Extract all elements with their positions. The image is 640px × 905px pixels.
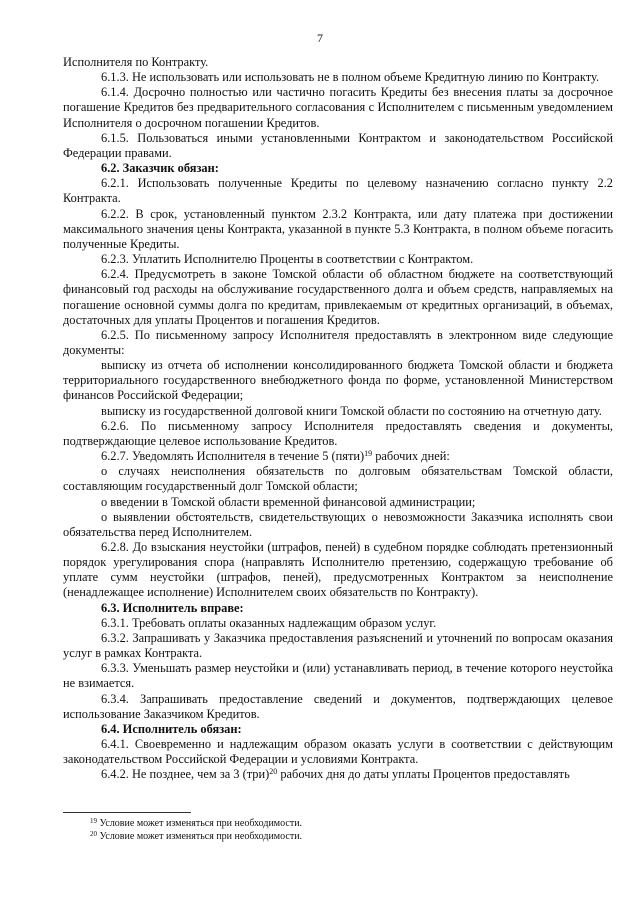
paragraph — [63, 631, 613, 661]
paragraph-text-cont: рабочих дней: — [372, 449, 450, 464]
paragraph-text: 6.1.5. Пользоваться иными установленными Контрактом и законодательством Российской Федерации правами. — [63, 130, 613, 160]
paragraph — [63, 267, 613, 328]
paragraph-text: о введении в Томской области временной финансовой администрации; — [101, 494, 476, 509]
paragraph — [63, 737, 613, 767]
paragraph-text: 6.2.4. Предусмотреть в законе Томской области об областном бюджете на соответствующий финансовый год расходы на обслуживание государственного долга и объем средств, направляемых на погашение основной суммы долга по кредитам, привлекаемым от кредитных организаций, в объемах, достаточных для уплаты Процентов и погашения Кредитов. — [63, 267, 613, 327]
paragraph-text: 6.2.7. Уведомлять Исполнителя в течение 5 (пяти) — [101, 449, 365, 464]
footnotes — [90, 818, 590, 843]
paragraph — [63, 464, 613, 494]
paragraph-text: 6.4.1. Своевременно и надлежащим образом оказать услуги в соответствии с действующим законодательством Российской Федерации и условиями Контракта. — [63, 737, 613, 767]
footnote-mark: 19 — [90, 817, 97, 825]
paragraph-text: 6.2.3. Уплатить Исполнителю Проценты в соответствии с Контрактом. — [101, 252, 474, 267]
paragraph-text: 6.2.2. В срок, установленный пунктом 2.3.2 Контракта, или дату платежа при достижении максимального значения цены Контракта, указанной в пункте 5.3 Контракта, в полном объеме погасить полученные Кредиты. — [63, 206, 613, 251]
paragraph — [63, 70, 613, 85]
paragraph — [63, 540, 613, 601]
paragraph — [63, 495, 613, 510]
paragraph-text: 6.2.6. По письменному запросу Исполнителя предоставлять сведения и документы, подтверждающие целевое использование Кредитов. — [63, 418, 613, 448]
section-heading — [63, 161, 613, 176]
paragraph — [63, 510, 613, 540]
paragraph — [63, 661, 613, 691]
document-body — [63, 55, 613, 783]
paragraph — [63, 404, 613, 419]
paragraph-text: 6.3.3. Уменьшать размер неустойки и (или) устанавливать период, в течение которого неустойка не взимается. — [63, 661, 613, 691]
paragraph-text: Исполнителя по Контракту. — [63, 55, 209, 69]
paragraph-text: 6.2.1. Использовать полученные Кредиты по целевому назначению согласно пункту 2.2 Контракта. — [63, 176, 613, 206]
paragraph-text: 6.1.3. Не использовать или использовать не в полном объеме Кредитную линию по Контракту. — [101, 70, 600, 85]
paragraph — [63, 449, 613, 464]
paragraph — [63, 767, 613, 782]
footnote-text: Условие может изменяться при необходимости. — [97, 830, 303, 842]
footnote-ref: 20 — [269, 767, 278, 777]
footnote-ref: 19 — [364, 449, 373, 459]
paragraph — [63, 692, 613, 722]
paragraph — [63, 328, 613, 358]
paragraph — [63, 252, 613, 267]
paragraph-text: выписку из отчета об исполнении консолидированного бюджета Томской области и бюджета территориального государственного внебюджетного фонда по форме, установленной Министерством финансов Российской Федерации; — [63, 358, 613, 403]
footnote — [90, 818, 590, 831]
footnote-separator — [63, 812, 191, 813]
paragraph-text: 6.2. Заказчик обязан: — [101, 161, 219, 176]
paragraph-text: 6.3.1. Требовать оплаты оказанных надлежащим образом услуг. — [101, 615, 437, 630]
paragraph-text: 6.3.2. Запрашивать у Заказчика предоставления разъяснений и уточнений по вопросам оказания услуг в рамках Контракта. — [63, 630, 613, 661]
paragraph — [63, 358, 613, 403]
paragraph — [63, 419, 613, 449]
footnote — [90, 831, 590, 844]
paragraph-text: 6.2.5. По письменному запросу Исполнителя предоставлять в электронном виде следующие документы: — [63, 327, 613, 357]
paragraph — [63, 85, 613, 130]
paragraph-text: о выявлении обстоятельств, свидетельствующих о невозможности Заказчика исполнять свои обязательства перед Исполнителем. — [63, 509, 613, 539]
page-number: 7 — [317, 31, 323, 45]
paragraph-text: 6.4. Исполнитель обязан: — [101, 721, 242, 736]
paragraph-text: 6.2.8. До взыскания неустойки (штрафов, пеней) в судебном порядке соблюдать претензионный порядок урегулирования спора (направлять Исполнителю претензию, содержащую требование об уплате сумм неустойки (штрафов, пеней), предусмотренных Контрактом за неисполнение (ненадлежащее исполнение) Исполнителем своих обязательств по Контракту). — [63, 540, 613, 600]
paragraph-text: 6.4.2. Не позднее, чем за 3 (три) — [101, 767, 270, 782]
paragraph — [63, 131, 613, 161]
paragraph-text: 6.3.4. Запрашивать предоставление сведений и документов, подтверждающих целевое использование Заказчиком Кредитов. — [63, 691, 613, 721]
section-heading — [63, 722, 613, 737]
paragraph — [63, 55, 613, 70]
paragraph-text: выписку из государственной долговой книги Томской области по состоянию на отчетную дату. — [101, 403, 602, 418]
paragraph — [63, 207, 613, 252]
paragraph-text: 6.3. Исполнитель вправе: — [101, 600, 244, 615]
paragraph-text-cont: рабочих дня до даты уплаты Процентов предоставлять — [277, 767, 570, 782]
paragraph-text: о случаях неисполнения обязательств по долговым обязательствам Томской области, составляющим государственный долг Томской области; — [63, 464, 613, 494]
footnote-mark: 20 — [90, 829, 97, 838]
paragraph — [63, 176, 613, 206]
paragraph — [63, 616, 613, 631]
paragraph-text: 6.1.4. Досрочно полностью или частично погасить Кредиты без внесения платы за досрочное погашение Кредитов без предварительного согласования с Исполнителем с письменным уведомлением Исполнителя о досрочном погашении Кредитов. — [63, 85, 613, 130]
section-heading — [63, 601, 613, 616]
footnote-text: Условие может изменяться при необходимости. — [97, 818, 303, 829]
